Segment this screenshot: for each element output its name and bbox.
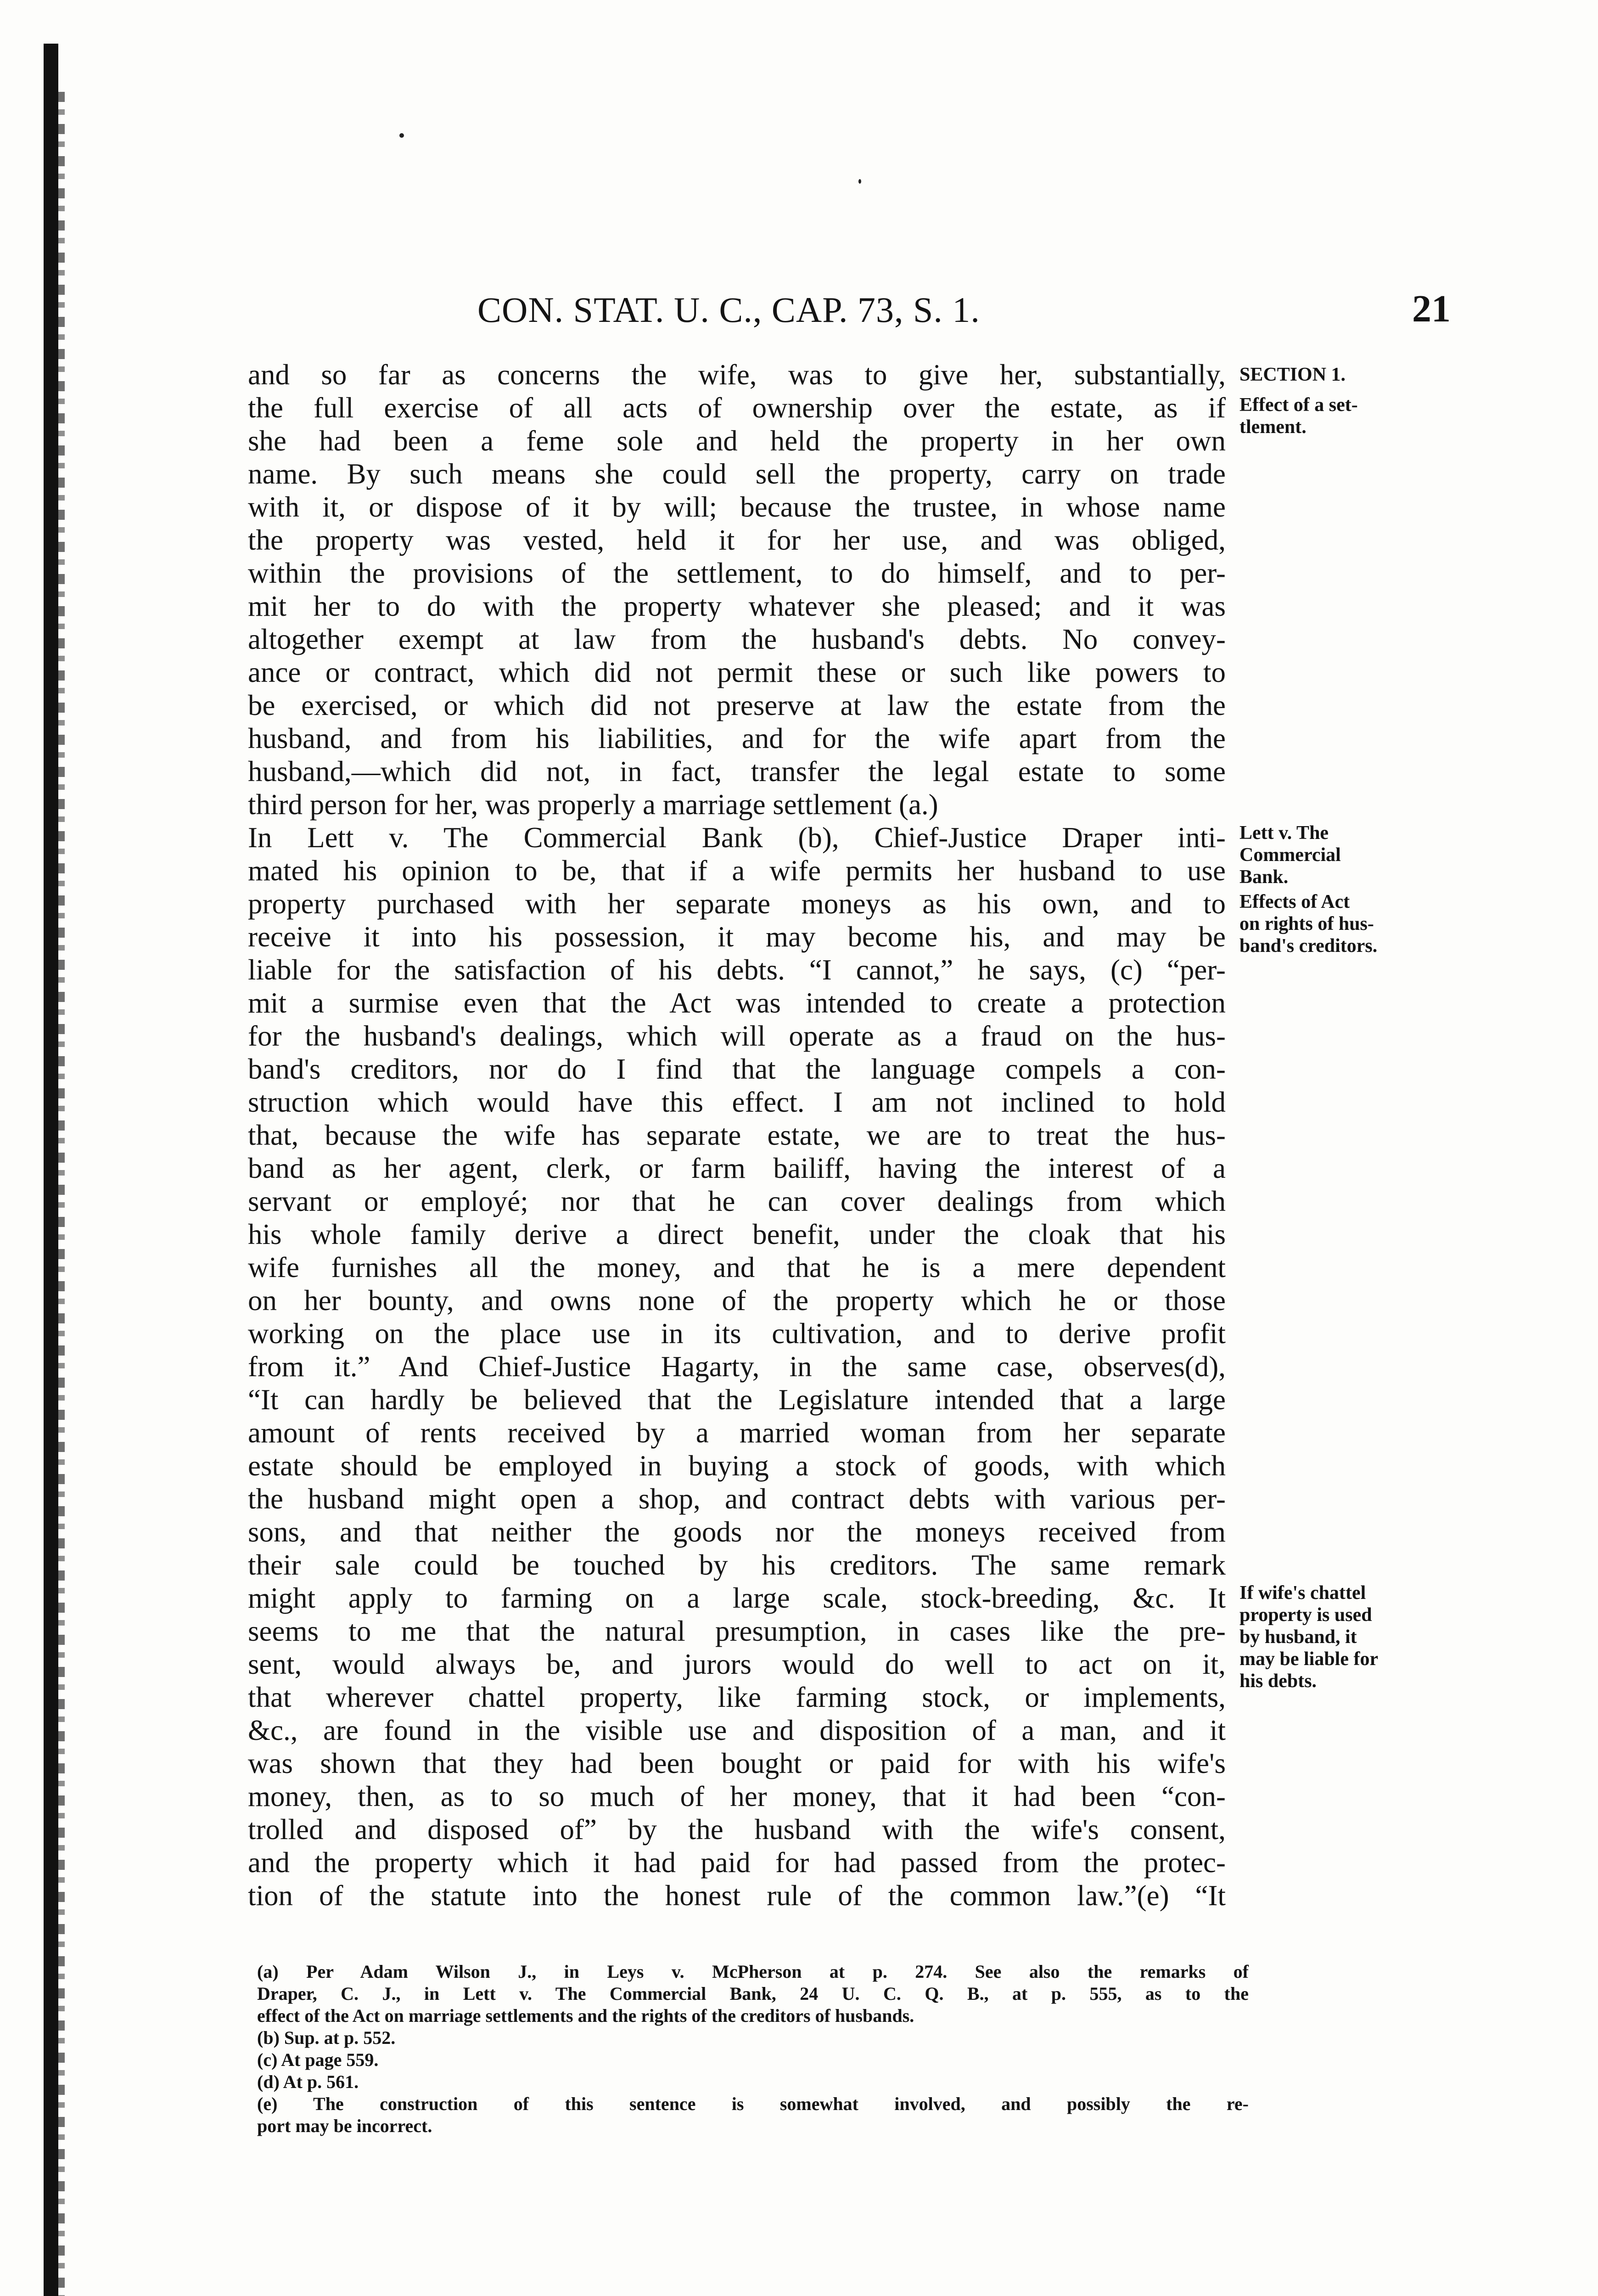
text-line: receive it into his possession, it may become his, and may be — [248, 921, 1226, 953]
text-line: name. By such means she could sell the property, carry on trade — [248, 458, 1226, 490]
text-line: husband,—which did not, in fact, transfer the legal estate to some — [248, 755, 1226, 788]
binding-edge — [58, 92, 65, 2296]
text-line: was shown that they had been bought or paid for with his wife's — [248, 1747, 1226, 1779]
text-line: money, then, as to so much of her money, that it had been “con- — [248, 1780, 1226, 1812]
paper-speck — [858, 179, 861, 184]
margin-note-section — [1239, 364, 1441, 386]
text-line: his whole family derive a direct benefit, under the cloak that his — [248, 1218, 1226, 1250]
margin-note-line: Commercial — [1239, 844, 1341, 866]
page-number: 21 — [1412, 287, 1451, 330]
text-line: trolled and disposed of” by the husband with the wife's consent, — [248, 1813, 1226, 1846]
text-line: for the husband's dealings, which will operate as a fraud on the hus- — [248, 1020, 1226, 1052]
margin-note-lett-case — [1239, 822, 1441, 888]
margin-note-chattel — [1239, 1582, 1441, 1692]
footnote-line: (e) The construction of this sentence is somewhat involved, and possibly the re- — [257, 2093, 1249, 2114]
text-line: sent, would always be, and jurors would do well to act on it, — [248, 1648, 1226, 1680]
text-line: she had been a feme sole and held the property in her own — [248, 425, 1226, 457]
margin-note-line: Bank. — [1239, 867, 1289, 888]
margin-note-creditors — [1239, 891, 1441, 957]
margin-note-line: If wife's chattel — [1239, 1582, 1366, 1604]
text-line: altogether exempt at law from the husband's debts. No convey- — [248, 623, 1226, 655]
text-line: and the property which it had paid for had passed from the protec- — [248, 1846, 1226, 1879]
text-line: ance or contract, which did not permit these or such like powers to — [248, 656, 1226, 688]
text-line: band as her agent, clerk, or farm bailiff, having the interest of a — [248, 1152, 1226, 1184]
margin-note-line: band's creditors. — [1239, 935, 1378, 957]
margin-note-effect-of-settlement — [1239, 394, 1441, 438]
text-line: sons, and that neither the goods nor the moneys received from — [248, 1516, 1226, 1548]
main-text — [248, 358, 1226, 1912]
text-line: from it.” And Chief-Justice Hagarty, in the same case, observes(d), — [248, 1351, 1226, 1383]
footnote-line: port may be incorrect. — [257, 2116, 432, 2136]
footnote-line: effect of the Act on marriage settlements and the rights of the creditors of husbands. — [257, 2005, 914, 2026]
text-line: the husband might open a shop, and contract debts with various per- — [248, 1483, 1226, 1515]
text-line: servant or employé; nor that he can cover dealings from which — [248, 1185, 1226, 1217]
text-line: the full exercise of all acts of ownership over the estate, as if — [248, 392, 1226, 424]
margin-note-line: on rights of hus- — [1239, 913, 1374, 934]
text-line: on her bounty, and owns none of the property which he or those — [248, 1284, 1226, 1317]
margin-note-line: by husband, it — [1239, 1626, 1357, 1648]
binding-shadow — [44, 44, 58, 2296]
text-line: be exercised, or which did not preserve at law the estate from the — [248, 689, 1226, 721]
text-line: that, because the wife has separate estate, we are to treat the hus- — [248, 1119, 1226, 1151]
page-header — [248, 289, 1451, 340]
footnote-line: (a) Per Adam Wilson J., in Leys v. McPherson at p. 274. See also the remarks of — [257, 1961, 1249, 1982]
text-line: with it, or dispose of it by will; because the trustee, in whose name — [248, 491, 1226, 523]
footnotes — [257, 1961, 1249, 2137]
text-line: and so far as concerns the wife, was to give her, substantially, — [248, 359, 1226, 391]
running-title: CON. STAT. U. C., CAP. 73, S. 1. — [477, 290, 980, 330]
text-line: property purchased with her separate moneys as his own, and to — [248, 888, 1226, 920]
footnote-line: (c) At page 559. — [257, 2049, 379, 2070]
text-line: husband, and from his liabilities, and for the wife apart from the — [248, 722, 1226, 754]
text-line: “It can hardly be believed that the Legislature intended that a large — [248, 1384, 1226, 1416]
text-line: that wherever chattel property, like farming stock, or implements, — [248, 1681, 1226, 1713]
paper-speck — [399, 133, 404, 138]
footnote-line: Draper, C. J., in Lett v. The Commercial Bank, 24 U. C. Q. B., at p. 555, as to the — [257, 1983, 1249, 2004]
footnote-line: (d) At p. 561. — [257, 2071, 359, 2092]
text-line: seems to me that the natural presumption, in cases like the pre- — [248, 1615, 1226, 1647]
text-line: within the provisions of the settlement, to do himself, and to per- — [248, 557, 1226, 589]
margin-note-line: SECTION 1. — [1239, 364, 1346, 385]
text-line: their sale could be touched by his creditors. The same remark — [248, 1549, 1226, 1581]
text-line: the property was vested, held it for her use, and was obliged, — [248, 524, 1226, 556]
text-line: might apply to farming on a large scale, stock-breeding, &c. It — [248, 1582, 1226, 1614]
text-line: third person for her, was properly a marriage settlement (a.) — [248, 788, 938, 821]
text-line: mated his opinion to be, that if a wife permits her husband to use — [248, 855, 1226, 887]
margin-note-line: property is used — [1239, 1604, 1372, 1626]
margin-note-line: tlement. — [1239, 416, 1306, 438]
margin-note-line: may be liable for — [1239, 1649, 1379, 1670]
text-line: band's creditors, nor do I find that the language compels a con- — [248, 1053, 1226, 1085]
text-line: amount of rents received by a married woman from her separate — [248, 1417, 1226, 1449]
margin-note-line: Lett v. The — [1239, 822, 1329, 844]
text-line: mit a surmise even that the Act was intended to create a protection — [248, 987, 1226, 1019]
text-line: estate should be employed in buying a stock of goods, with which — [248, 1450, 1226, 1482]
text-line: tion of the statute into the honest rule of the common law.”(e) “It — [248, 1880, 1226, 1912]
margin-note-line: Effects of Act — [1239, 891, 1350, 912]
margin-note-line: his debts. — [1239, 1671, 1317, 1692]
text-line: wife furnishes all the money, and that he is a mere dependent — [248, 1251, 1226, 1283]
footnote-line: (b) Sup. at p. 552. — [257, 2027, 396, 2048]
text-line: In Lett v. The Commercial Bank (b), Chief-Justice Draper inti- — [248, 822, 1226, 854]
text-line: working on the place use in its cultivation, and to derive profit — [248, 1317, 1226, 1350]
text-line: mit her to do with the property whatever she pleased; and it was — [248, 590, 1226, 622]
text-line: struction which would have this effect. I am not inclined to hold — [248, 1086, 1226, 1118]
text-line: &c., are found in the visible use and disposition of a man, and it — [248, 1714, 1226, 1746]
text-line: liable for the satisfaction of his debts. “I cannot,” he says, (c) “per- — [248, 954, 1226, 986]
margin-note-line: Effect of a set- — [1239, 394, 1358, 416]
